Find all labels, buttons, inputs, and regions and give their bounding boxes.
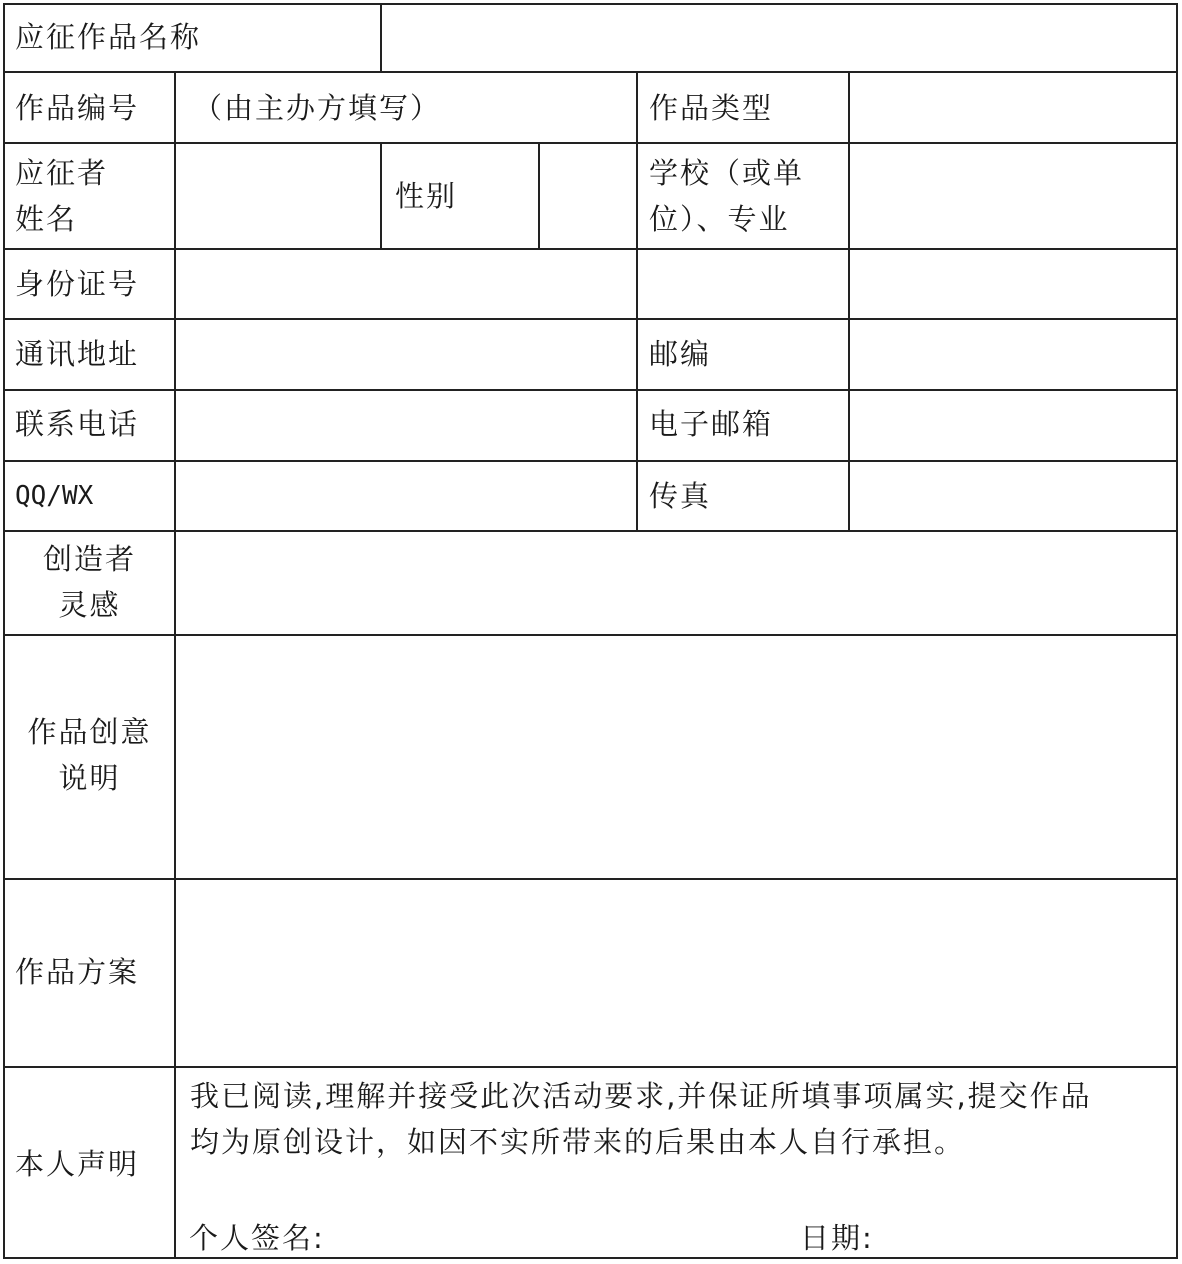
row-divider	[3, 634, 1178, 636]
phone-label: 联系电话	[15, 407, 140, 441]
applicant-name-field[interactable]	[177, 145, 380, 248]
column-divider	[538, 142, 540, 250]
gender-field[interactable]	[541, 145, 636, 248]
column-divider	[380, 3, 382, 73]
applicant-name-label-line2: 姓名	[15, 202, 78, 236]
declaration-text	[190, 1073, 1150, 1165]
email-label: 电子邮箱	[649, 407, 774, 441]
signature-label: 个人签名:	[189, 1221, 325, 1255]
work-plan-label: 作品方案	[15, 955, 140, 989]
creative-description-label-line2: 说明	[58, 761, 121, 795]
inspiration-field[interactable]	[177, 533, 1175, 634]
date-label: 日期:	[800, 1221, 874, 1255]
school-label-line1: 学校（或单	[649, 156, 805, 190]
fax-label: 传真	[649, 479, 712, 513]
table-border-right	[1176, 3, 1178, 1259]
row-divider	[3, 1066, 1178, 1068]
work-title-field[interactable]	[383, 5, 1175, 71]
signature-field[interactable]	[333, 1213, 783, 1257]
address-field[interactable]	[177, 321, 636, 389]
address-label: 通讯地址	[15, 337, 140, 371]
school-field[interactable]	[851, 145, 1175, 248]
gender-label: 性别	[395, 179, 458, 213]
row-divider	[3, 530, 1178, 532]
school-label-line2: 位）、专业	[649, 202, 790, 236]
declaration-label: 本人声明	[15, 1147, 140, 1181]
entry-form-table	[3, 3, 1178, 1259]
email-field[interactable]	[851, 392, 1175, 460]
row-divider	[3, 389, 1178, 391]
row-divider	[3, 248, 1178, 250]
id-card-field[interactable]	[177, 251, 1175, 318]
declaration-text-line2: 均为原创设计，如因不实所带来的后果由本人自行承担。	[190, 1125, 966, 1159]
work-number-note: （由主办方填写）	[193, 91, 442, 125]
phone-field[interactable]	[177, 392, 636, 460]
fax-field[interactable]	[851, 463, 1175, 530]
work-number-label: 作品编号	[15, 91, 140, 125]
row-divider	[3, 318, 1178, 320]
table-border-bottom	[3, 1257, 1178, 1259]
declaration-text-line1: 我已阅读,理解并接受此次活动要求,并保证所填事项属实,提交作品	[190, 1079, 1092, 1113]
column-divider	[380, 142, 382, 250]
qq-wx-field[interactable]	[177, 463, 636, 530]
id-card-label: 身份证号	[15, 267, 140, 301]
applicant-name-label-line1: 应征者	[15, 156, 109, 190]
row-divider	[3, 142, 1178, 144]
qq-wx-label: QQ/WX	[15, 481, 94, 511]
row-divider	[3, 460, 1178, 462]
creative-description-label-line1: 作品创意	[27, 715, 152, 749]
date-field[interactable]	[883, 1213, 1173, 1257]
inspiration-label-line1: 创造者	[42, 542, 136, 576]
column-divider	[174, 71, 176, 1259]
table-border-left	[3, 3, 5, 1259]
row-divider	[3, 878, 1178, 880]
creative-description-field[interactable]	[177, 637, 1175, 878]
inspiration-label-line2: 灵感	[58, 588, 121, 622]
work-type-field[interactable]	[851, 74, 1175, 142]
work-title-label: 应征作品名称	[15, 20, 202, 54]
postcode-label: 邮编	[649, 337, 712, 371]
postcode-field[interactable]	[851, 321, 1175, 389]
work-type-label: 作品类型	[649, 91, 774, 125]
work-plan-field[interactable]	[177, 881, 1175, 1066]
row-divider	[3, 71, 1178, 73]
